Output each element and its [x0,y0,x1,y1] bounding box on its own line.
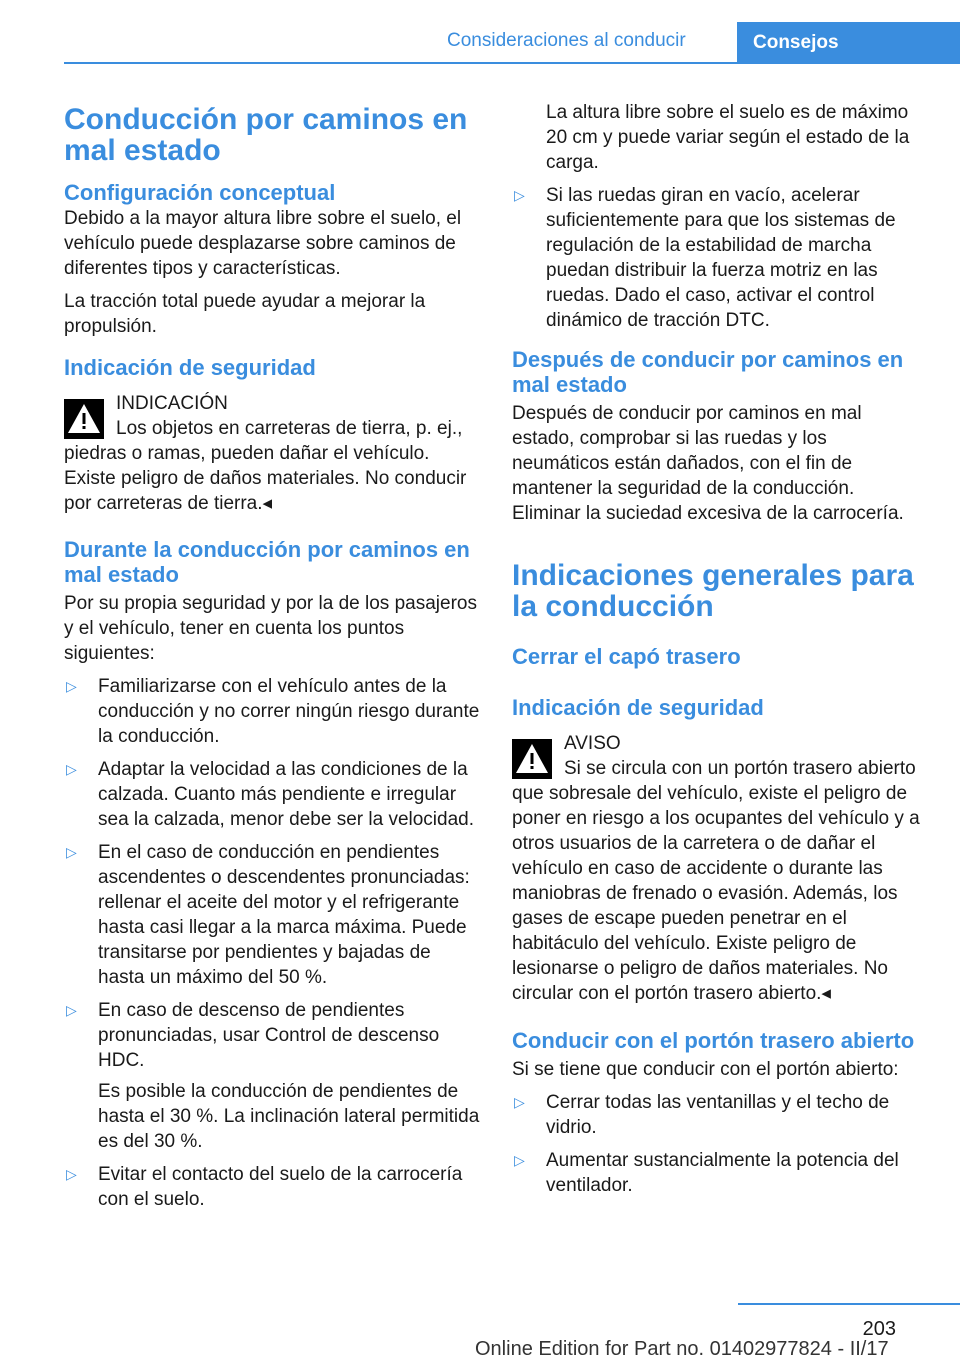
warning-text: Los objetos en carreteras de tierra, p. ej., piedras o ramas, pueden dañar el vehículo. Existe peligro de daños materiales. No conducir por carreteras de tierra.◂ [64,418,467,514]
warning-triangle-icon [512,739,552,779]
paragraph: Por su propia seguridad y por la de los pasajeros y el vehículo, tener en cuenta los puntos siguientes: [64,593,477,664]
subheading: Indicación de seguridad [512,695,764,720]
list-item-text: Familiarizarse con el vehículo antes de la conducción y no correr ningún riesgo durante la conducción. [98,676,480,747]
footer-rule [738,1303,960,1305]
paragraph: Después de conducir por caminos en mal estado, comprobar si las ruedas y los neumáticos están dañados, con el fin de mantener la seguridad de la conducción. Eliminar la suciedad excesiva de la carrocería. [512,403,904,524]
paragraph: Si se tiene que conducir con el portón abierto: [512,1059,899,1080]
warning-box [512,731,928,756]
list-item [64,757,480,832]
list-item [512,183,928,333]
triangle-right-icon: ▷ [66,1166,77,1182]
list-item-text: Si las ruedas giran en vacío, acelerar suficientemente para que los sistemas de regulación de la estabilidad de marcha puedan distribuir la fuerza motriz en las ruedas. Dado el caso, activar el control dinámico de tracción DTC. [546,185,896,331]
subheading: Después de conducir por caminos en mal estado [512,347,904,397]
triangle-right-icon: ▷ [66,678,77,694]
subheading: Durante la conducción por caminos en mal estado [64,537,470,587]
paragraph: Debido a la mayor altura libre sobre el suelo, el vehículo puede desplazarse sobre caminos de diferentes tipos y características. [64,208,462,279]
triangle-right-icon: ▷ [66,761,77,777]
subsection-title: Configuración conceptual [64,180,336,205]
bullet-list [512,1090,928,1198]
list-item [64,840,480,990]
triangle-right-icon: ▷ [514,1094,525,1110]
subheading: Indicación de seguridad [64,355,316,380]
list-item-text: Aumentar sustancialmente la potencia del ventilador. [546,1150,899,1196]
warning-text: Si se circula con un portón trasero abierto que sobresale del vehículo, existe el peligro de poner en riesgo a los ocupantes del vehículo y a otros usuarios de la carretera o de dañar el vehículo en caso de accidente o durante las maniobras de frenado o evasión. Además, los gases de escape pueden penetrar en el habitáculo del vehículo. Existe peligro de lesionarse o peligro de daños materiales. No circular con el portón trasero abierto.◂ [512,758,920,1004]
list-item [64,674,480,749]
list-item [64,998,480,1154]
edition-note: Online Edition for Part no. 01402977824 - II/17 [475,1338,889,1360]
list-item [512,1148,928,1198]
list-item [512,1090,928,1140]
list-item [64,1162,480,1212]
list-item-extra: Es posible la conducción de pendientes de hasta el 30 %. La inclinación lateral permitida es del 30 %. [98,1081,480,1152]
warning-box [64,391,480,416]
list-item-text: Cerrar todas las ventanillas y el techo de vidrio. [546,1092,890,1138]
page-number: 203 [862,1318,896,1340]
paragraph: La tracción total puede ayudar a mejorar la propulsión. [64,291,426,337]
section-title: Conducción por caminos en mal estado [64,103,468,167]
header-rule [64,62,960,64]
list-item-text: Adaptar la velocidad a las condiciones de la calzada. Cuanto más pendiente e irregular sea la calzada, menor debe ser la velocidad. [98,759,475,830]
subheading: Conducir con el portón trasero abierto [512,1028,915,1053]
triangle-right-icon: ▷ [514,187,525,203]
bullet-list [64,674,480,1212]
header-section-title: Consideraciones al conducir [447,30,686,51]
triangle-right-icon: ▷ [66,844,77,860]
triangle-right-icon: ▷ [514,1152,525,1168]
warning-triangle-icon [64,399,104,439]
list-item-text: En caso de descenso de pendientes pronunciadas, usar Control de descenso HDC. [98,1000,440,1071]
list-continuation: La altura libre sobre el suelo es de máximo 20 cm y puede variar según el estado de la carga. [546,102,910,173]
right-column [512,100,928,1198]
list-item-text: En el caso de conducción en pendientes ascendentes o descendentes pronunciadas: rellenar el aceite del motor y el refrigerante hasta casi llegar a la marca máxima. Puede transitarse por pendientes y bajadas de hasta un máximo del 50 %. [98,842,470,988]
warning-label: AVISO [564,733,621,754]
list-item-text: Evitar el contacto del suelo de la carrocería con el suelo. [98,1164,463,1210]
triangle-right-icon: ▷ [66,1002,77,1018]
bullet-list [512,183,928,333]
warning-label: INDICACIÓN [116,393,228,414]
subsection-title: Cerrar el capó trasero [512,644,741,669]
section-title: Indicaciones generales para la conducción [512,559,914,623]
left-column [64,100,480,1212]
header-chapter-tab: Consejos [737,22,960,64]
